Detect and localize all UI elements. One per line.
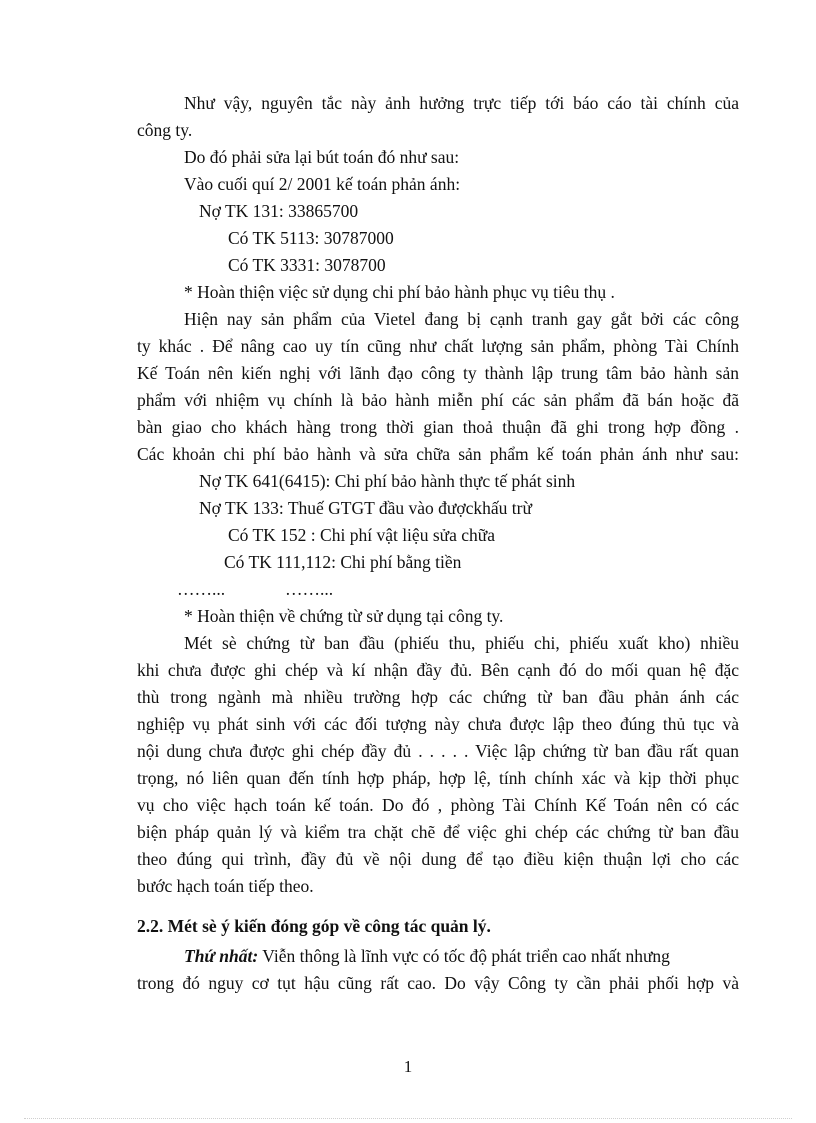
paragraph-line: Như vậy, nguyên tắc này ảnh hưởng trực tiếp tới báo cáo tài chính của (184, 93, 739, 113)
page-bottom-rule (24, 1118, 792, 1119)
paragraph-line: Do đó phải sửa lại bút toán đó như sau: (184, 147, 460, 167)
paragraph-text: Viễn thông là lĩnh vực có tốc độ phát triển cao nhất nhưng (258, 946, 670, 966)
lead-in-label: Thứ nhất: (184, 946, 259, 966)
paragraph-line: trọng, nó liên quan đến tính hợp pháp, hợp lệ, tính chính xác và kịp thời phục (137, 768, 739, 788)
paragraph-line: vụ cho việc hạch toán kế toán. Do đó , phòng Tài Chính Kế Toán nên có các (137, 795, 739, 815)
paragraph-line: biện pháp quản lý và kiểm tra chặt chẽ để việc ghi chép các chứng từ ban đầu (137, 822, 739, 842)
journal-entry-line: Nợ TK 133: Thuế GTGT đầu vào đượckhấu trừ (199, 498, 532, 518)
paragraph-line: Vào cuối quí 2/ 2001 kế toán phản ánh: (184, 174, 461, 194)
paragraph-line: trong đó nguy cơ tụt hậu cũng rất cao. Do vậy Công ty cần phải phối hợp và (137, 973, 739, 993)
page-number: 1 (403, 1057, 413, 1076)
paragraph-line: nội dung chưa được ghi chép đầy đủ . . . . . Việc lập chứng từ ban đầu rất quan (137, 741, 739, 761)
journal-entry-line: Có TK 5113: 30787000 (228, 228, 394, 248)
paragraph-line: công ty. (137, 120, 193, 140)
section-heading: * Hoàn thiện về chứng từ sử dụng tại công ty. (184, 606, 504, 626)
journal-entry-line: Nợ TK 131: 33865700 (199, 201, 359, 221)
paragraph-line: Kế Toán nên kiến nghị với lãnh đạo công ty thành lập trung tâm bảo hành sản (137, 363, 739, 383)
journal-entry-line: Có TK 152 : Chi phí vật liệu sửa chữa (228, 525, 496, 545)
paragraph-line: ty khác . Để nâng cao uy tín cũng như chất lượng sản phẩm, phòng Tài Chính (137, 336, 739, 356)
paragraph-line: theo đúng qui trình, đầy đủ về nội dung để tạo điều kiện thuận lợi cho các (137, 849, 739, 869)
journal-entry-line: Có TK 3331: 3078700 (228, 255, 386, 275)
section-heading: * Hoàn thiện việc sử dụng chi phí bảo hành phục vụ tiêu thụ . (184, 282, 615, 302)
section-title: 2.2. Mét sè ý kiến đóng góp về công tác quản lý. (137, 916, 491, 936)
ellipsis: ……... (285, 579, 334, 599)
paragraph-line: bước hạch toán tiếp theo. (137, 876, 314, 896)
ellipsis: ……... (177, 579, 226, 599)
paragraph-line: Các khoản chi phí bảo hành và sửa chữa sản phẩm kế toán phản ánh như sau: (137, 444, 739, 464)
paragraph-line: Hiện nay sản phẩm của Vietel đang bị cạnh tranh gay gắt bởi các công (184, 309, 739, 329)
paragraph-line: khi chưa được ghi chép và kí nhận đầy đủ. Bên cạnh đó do mối quan hệ đặc (137, 660, 739, 680)
journal-entry-line: Nợ TK 641(6415): Chi phí bảo hành thực tế phát sinh (199, 471, 576, 491)
paragraph-line: bàn giao cho khách hàng trong thời gian thoả thuận đã ghi trong hợp đồng . (137, 417, 739, 437)
paragraph-line: nghiệp vụ phát sinh với các đối tượng này chưa được lập theo đúng thủ tục và (137, 714, 739, 734)
paragraph-line: thù trong ngành mà nhiều trường hợp các chứng từ ban đầu phản ánh các (137, 687, 739, 707)
paragraph-line: Mét sè chứng từ ban đầu (phiếu thu, phiếu chi, phiếu xuất kho) nhiều (184, 633, 739, 653)
journal-entry-line: Có TK 111,112: Chi phí bằng tiền (224, 552, 462, 572)
paragraph-line: phẩm với nhiệm vụ chính là bảo hành miễn phí các sản phẩm đã bán hoặc đã (137, 390, 739, 410)
paragraph-line (184, 944, 739, 968)
